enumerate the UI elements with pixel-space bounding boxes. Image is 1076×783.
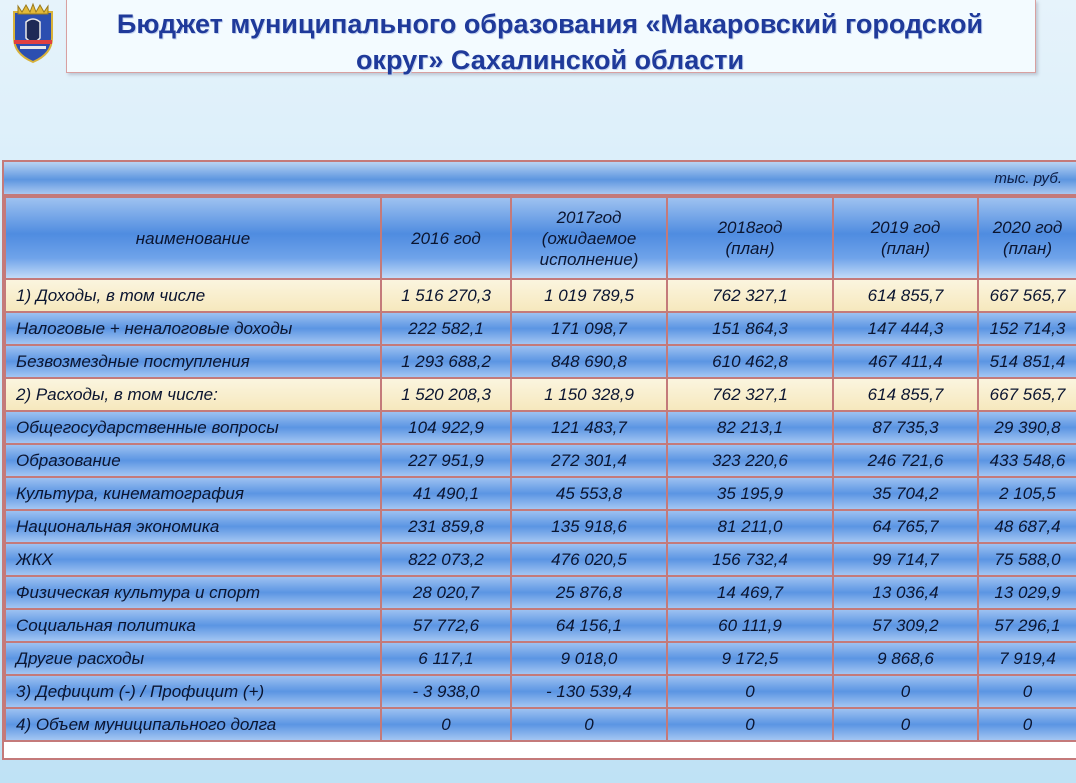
value-cell: 60 111,9 <box>667 609 833 642</box>
header-line: 2019 год <box>870 218 941 237</box>
value-cell: 1 516 270,3 <box>381 279 511 312</box>
value-cell: 0 <box>667 708 833 741</box>
value-cell: 476 020,5 <box>511 543 667 576</box>
column-header <box>833 197 978 279</box>
value-cell: 9 018,0 <box>511 642 667 675</box>
value-cell: 57 309,2 <box>833 609 978 642</box>
value-cell: 104 922,9 <box>381 411 511 444</box>
value-cell: 87 735,3 <box>833 411 978 444</box>
value-cell: 0 <box>833 675 978 708</box>
row-label-cell: Безвозмездные поступления <box>5 345 381 378</box>
table-row <box>5 675 1076 708</box>
value-cell: 0 <box>978 708 1076 741</box>
row-label-cell: Национальная экономика <box>5 510 381 543</box>
column-header <box>667 197 833 279</box>
title-line-1: Бюджет муниципального образования «Макаровский городской <box>116 9 984 39</box>
value-cell: 467 411,4 <box>833 345 978 378</box>
value-cell: 323 220,6 <box>667 444 833 477</box>
value-cell: 0 <box>667 675 833 708</box>
value-cell: 14 469,7 <box>667 576 833 609</box>
value-cell: 35 704,2 <box>833 477 978 510</box>
value-cell: 231 859,8 <box>381 510 511 543</box>
value-cell: - 3 938,0 <box>381 675 511 708</box>
value-cell: 57 296,1 <box>978 609 1076 642</box>
column-header <box>978 197 1076 279</box>
header-line: (ожидаемое <box>541 228 637 248</box>
value-cell: 171 098,7 <box>511 312 667 345</box>
row-label-cell: 3) Дефицит (-) / Профицит (+) <box>5 675 381 708</box>
title-line-2: округ» Сахалинской области <box>355 45 745 75</box>
value-cell: 667 565,7 <box>978 279 1076 312</box>
value-cell: 13 029,9 <box>978 576 1076 609</box>
value-cell: 2 105,5 <box>978 477 1076 510</box>
value-cell: 29 390,8 <box>978 411 1076 444</box>
value-cell: 610 462,8 <box>667 345 833 378</box>
coat-of-arms-icon <box>8 2 58 64</box>
value-cell: 246 721,6 <box>833 444 978 477</box>
header-line: 2018год <box>717 218 783 237</box>
row-label-cell: 2) Расходы, в том числе: <box>5 378 381 411</box>
value-cell: 6 117,1 <box>381 642 511 675</box>
table-row <box>5 708 1076 741</box>
value-cell: 25 876,8 <box>511 576 667 609</box>
value-cell: 75 588,0 <box>978 543 1076 576</box>
table-row <box>5 510 1076 543</box>
value-cell: 28 020,7 <box>381 576 511 609</box>
table-row <box>5 543 1076 576</box>
unit-row <box>4 162 1076 196</box>
header-line: 2020 год <box>992 218 1063 237</box>
value-cell: 152 714,3 <box>978 312 1076 345</box>
value-cell: 614 855,7 <box>833 378 978 411</box>
budget-table-container <box>2 160 1076 760</box>
header-line: (план) <box>880 239 931 258</box>
value-cell: 227 951,9 <box>381 444 511 477</box>
value-cell: 848 690,8 <box>511 345 667 378</box>
header-line: исполнение) <box>539 249 639 269</box>
value-cell: 0 <box>833 708 978 741</box>
value-cell: 762 327,1 <box>667 279 833 312</box>
unit-label: тыс. руб. <box>994 170 1062 187</box>
value-cell: 9 172,5 <box>667 642 833 675</box>
table-row <box>5 378 1076 411</box>
header-line: 2017год <box>556 207 622 227</box>
row-label-cell: Физическая культура и спорт <box>5 576 381 609</box>
value-cell: 64 156,1 <box>511 609 667 642</box>
value-cell: 433 548,6 <box>978 444 1076 477</box>
row-label-cell: ЖКХ <box>5 543 381 576</box>
value-cell: 151 864,3 <box>667 312 833 345</box>
value-cell: 614 855,7 <box>833 279 978 312</box>
table-row <box>5 477 1076 510</box>
row-label-cell: Культура, кинематография <box>5 477 381 510</box>
row-label-cell: Налоговые + неналоговые доходы <box>5 312 381 345</box>
value-cell: 35 195,9 <box>667 477 833 510</box>
value-cell: 272 301,4 <box>511 444 667 477</box>
value-cell: 0 <box>978 675 1076 708</box>
value-cell: 822 073,2 <box>381 543 511 576</box>
header-line: 2016 год <box>411 228 481 248</box>
value-cell: 222 582,1 <box>381 312 511 345</box>
value-cell: - 130 539,4 <box>511 675 667 708</box>
header-line: (план) <box>1002 239 1053 258</box>
value-cell: 1 019 789,5 <box>511 279 667 312</box>
row-label-cell: Образование <box>5 444 381 477</box>
table-row <box>5 444 1076 477</box>
header-line: наименование <box>135 228 251 248</box>
value-cell: 135 918,6 <box>511 510 667 543</box>
row-label-cell: Социальная политика <box>5 609 381 642</box>
value-cell: 82 213,1 <box>667 411 833 444</box>
value-cell: 0 <box>511 708 667 741</box>
budget-table <box>4 196 1076 742</box>
row-label-cell: Общегосударственные вопросы <box>5 411 381 444</box>
value-cell: 45 553,8 <box>511 477 667 510</box>
value-cell: 667 565,7 <box>978 378 1076 411</box>
table-row <box>5 411 1076 444</box>
table-row <box>5 345 1076 378</box>
header-line: (план) <box>725 239 775 258</box>
table-row <box>5 609 1076 642</box>
column-header <box>511 197 667 279</box>
table-row <box>5 279 1076 312</box>
value-cell: 156 732,4 <box>667 543 833 576</box>
value-cell: 41 490,1 <box>381 477 511 510</box>
table-body <box>5 279 1076 741</box>
header-row <box>5 197 1076 279</box>
row-label-cell: Другие расходы <box>5 642 381 675</box>
value-cell: 0 <box>381 708 511 741</box>
column-header <box>5 197 381 279</box>
value-cell: 7 919,4 <box>978 642 1076 675</box>
value-cell: 121 483,7 <box>511 411 667 444</box>
value-cell: 1 150 328,9 <box>511 378 667 411</box>
value-cell: 147 444,3 <box>833 312 978 345</box>
value-cell: 64 765,7 <box>833 510 978 543</box>
value-cell: 762 327,1 <box>667 378 833 411</box>
value-cell: 514 851,4 <box>978 345 1076 378</box>
value-cell: 99 714,7 <box>833 543 978 576</box>
table-row <box>5 576 1076 609</box>
table-row <box>5 642 1076 675</box>
value-cell: 13 036,4 <box>833 576 978 609</box>
row-label-cell: 1) Доходы, в том числе <box>5 279 381 312</box>
value-cell: 1 520 208,3 <box>381 378 511 411</box>
value-cell: 1 293 688,2 <box>381 345 511 378</box>
value-cell: 48 687,4 <box>978 510 1076 543</box>
value-cell: 81 211,0 <box>667 510 833 543</box>
value-cell: 57 772,6 <box>381 609 511 642</box>
page-title <box>66 6 1034 78</box>
table-row <box>5 312 1076 345</box>
row-label-cell: 4) Объем муниципального долга <box>5 708 381 741</box>
column-header <box>381 197 511 279</box>
value-cell: 9 868,6 <box>833 642 978 675</box>
